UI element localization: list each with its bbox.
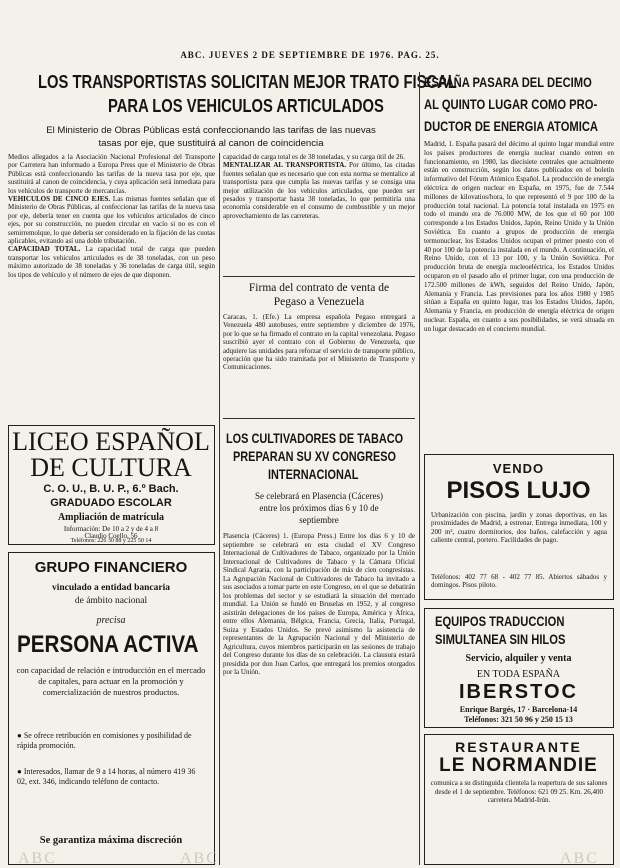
lead-paragraph-3: La capacidad total de carga que pueden transportar los vehículos articulados es de 38 toneladas, con un peso máximo autorizado de 38 toneladas y 36 toneladas de carga útil, según los tipos de vehículo y el número de ejes de que disponen.: [8, 245, 215, 279]
bullet-icon: ●: [17, 731, 22, 740]
abc-watermark: ABC: [560, 850, 599, 867]
section-rule: [223, 418, 415, 419]
grupo-line-1: vinculado a entidad bancaria: [52, 583, 170, 593]
liceo-line-2: GRADUADO ESCOLAR: [50, 497, 172, 509]
liceo-info: Información: De 10 a 2 y de 4 a 8: [63, 525, 159, 533]
espana-title-1: ESPAÑA PASARA DEL DECIMO: [424, 74, 592, 90]
lead-subtitle-1: El Ministerio de Obras Públicas está confeccionando las tarifas de las nuevas: [46, 125, 376, 136]
grupo-big: PERSONA ACTIVA: [17, 631, 199, 658]
lead-col2-paragraph-1: capacidad de carga total es de 38 toneladas, y su carga útil de 26.: [223, 153, 405, 161]
firma-title-2: Pegaso a Venezuela: [273, 296, 365, 308]
liceo-phones: Teléfonos: 226 30 88 y 225 50 14: [70, 538, 152, 544]
equipos-brand: IBERSTOC: [459, 681, 578, 703]
liceo-title-1: LICEO ESPAÑOL: [12, 427, 210, 456]
equipos-line-2: EN TODA ESPAÑA: [476, 669, 561, 680]
restaurante-body: comunica a su distinguida clientela la reapertura de sus salones desde el 1 de septiembre. Teléfonos: 621 09 25. Km. 26,400 carretera Madrid-Irún.: [430, 779, 608, 804]
lead-headline-2: PARA LOS VEHICULOS ARTICULADOS: [108, 96, 384, 116]
lead-subtitle-2: tasas por eje, que sustituirá al canon de coincidencia: [98, 138, 324, 149]
espana-body: Madrid, 1. España pasará del décimo al quinto lugar mundial entre los países productores de energía nuclear cuando entren en funcionamiento, en 1980, las diecisiete centrales que actualmente están en construcción, según los datos publicados en el boletín informativo del Fórum Atómico Español. La producción de energía eléctrica de origen nuclear en España, en 1975, fue de 7.544 millones de kilovatios/hora, lo que representó el 9 por 100 de la producción total nacional. La potencia total instalada en 1975 en todo el mundo era de 76.000 MW, de los que el 60 por 100 corresponde a los Estados Unidos, Japón, Reino Unido y la Unión Soviética. En cuanto a grupos de producción de energía termonuclear, los Estados Unidos ocupan el primer puesto con el 40 por 100 de la potencia instalada en el mundo. A continuación, el Reino Unido, con el 13 por 100, y la Unión Soviética. Por producción bruta de energía nucleoeléctrica, los Estados Unidos ocuparon en el pasado año el primer lugar, con una producción de 172.500 millones de kWh, seguidos del Reino Unido, Japón, Alemania y Francia. Las previsiones para los años 1980 y 1985 sitúan a España en quinto lugar, tras los Estados Unidos, Japón, Alemania y Francia, en producción de energía eléctrica de origen nuclear. España, en cuanto a sus posibilidades, se verá situada en un lugar destacado en el concierto mundial.: [424, 140, 614, 333]
firma-title-1: Firma del contrato de venta de: [248, 282, 390, 294]
restaurante-title-1: RESTAURANTE: [455, 739, 582, 755]
abc-watermark: ABC: [180, 850, 219, 867]
grupo-bullet-1-text: Se ofrece retribución en comisiones y posibilidad de rápida promoción.: [17, 731, 192, 750]
tabaco-subtitle-3: septiembre: [299, 515, 339, 525]
abc-watermark: ABC: [18, 850, 57, 867]
liceo-address: Claudio Coello, 56: [84, 532, 138, 540]
equipos-ad: [424, 608, 614, 728]
tabaco-body: Plasencia (Cáceres) 1. (Europa Press.) Entre los días 6 y 10 de septiembre se celebrará en esta ciudad el XV Congreso Internacional de Cultivadores de Tabaco, organizado por la Unión Internacional de Cultivadores de Tabaco y la Cámara Oficial Sindical Agraria, con la participación de más de cien congresistas. La Agrupación Nacional de Cultivadores de Tabaco ha invitado a sus asociados a tomar parte en este Congreso, en el que se debatirán los problemas del sector y se estudiará la situación del mercado mundial. La Unión se fundó en Bruselas en 1952, y al congreso asistirán delegaciones de los países de Europa, América y África, entre ellos Alemania, Bélgica, Francia, Grecia, Italia, Portugal, Suiza y Estados Unidos. Se prevé asimismo la asistencia de representantes de la Agrupación Nacional y del Ministerio de Agricultura, cuyos miembros participarán en las sesiones de trabajo del Congreso durante los días de su celebración. La clausura estará presidida por don Juan Carlos, que entregará los premios otorgados por la Unión.: [223, 532, 415, 676]
grupo-title: GRUPO FINANCIERO: [34, 559, 188, 576]
equipos-title-1: EQUIPOS TRADUCCION: [435, 613, 565, 629]
vendo-body: Urbanización con piscina, jardín y zonas deportivas, en las proximidades de Madrid, a estrenar. Entrega inmediata, 100 y 200 m², cuatro dormitorios, dos baños, calefacción y agua caliente central, portero. Facilidades de pago.: [431, 511, 607, 545]
vendo-title-2: PISOS LUJO: [446, 477, 591, 504]
lead-label-mentalizar: MENTALIZAR AL TRANSPORTISTA.: [223, 161, 347, 170]
vendo-phones: Teléfonos: 402 77 68 - 402 77 85. Abiertos sábados y domingos. Pisos piloto.: [431, 573, 607, 590]
tabaco-subtitle-2: entre los próximos días 6 y 10 de: [259, 503, 379, 513]
grupo-body: con capacidad de relación e introducción en el mercado de capitales, para actuar en la promoción y comercialización de nuestros productos.: [16, 665, 206, 697]
lead-paragraph-2: Las mismas fuentes señalan que el Ministerio de Obras Públicas, al confeccionar las tarifas de la nueva tasa por eje, debería tener en cuenta que los vehículos articulados de cinco ejes, por su construcción, no pueden circular en vacío si no es con el semirremolque, lo que debería ser considerado en la fijación de las cuotas aplicables, evitando así una doble tributación.: [8, 195, 215, 246]
restaurante-ad: [424, 734, 614, 865]
grupo-footer: Se garantiza máxima discreción: [39, 835, 183, 846]
page-header: ABC. JUEVES 2 DE SEPTIEMBRE DE 1976. PAG. 25.: [180, 50, 440, 60]
liceo-line-3: Ampliación de matrícula: [57, 512, 165, 523]
lead-label-capacidad: CAPACIDAD TOTAL.: [8, 245, 81, 254]
liceo-line-1: C. O. U., B. U. P., 6.º Bach.: [43, 483, 179, 495]
grupo-line-2: de ámbito nacional: [74, 596, 148, 606]
grupo-bullet-1: [17, 731, 207, 751]
espana-title-3: DUCTOR DE ENERGIA ATOMICA: [424, 118, 599, 134]
tabaco-subtitle-1: Se celebrará en Plasencia (Cáceres): [255, 491, 383, 501]
equipos-line-1: Servicio, alquiler y venta: [465, 653, 572, 664]
tabaco-title-1: LOS CULTIVADORES DE TABACO: [226, 430, 404, 446]
section-rule: [223, 276, 415, 277]
espana-title-2: AL QUINTO LUGAR COMO PRO-: [424, 96, 598, 112]
tabaco-title-3: INTERNACIONAL: [268, 466, 359, 482]
lead-col2-paragraph-2: Por último, las citadas fuentes señalan que es necesario que con esta norma se mentalice al transportista para que cumpla las nuevas tarifas y se consiga una mejor utilización de los vehículos articulados, que pueden ser pesados y transportar hasta 38 toneladas, lo que permitiría una economía considerable en el consumo de combustible y un mejor aprovechamiento de las carreteras.: [223, 161, 415, 220]
grupo-precisa: precisa: [96, 615, 126, 626]
grupo-bullet-2: [17, 767, 207, 787]
bullet-icon: ●: [17, 767, 22, 776]
tabaco-title-2: PREPARAN SU XV CONGRESO: [233, 448, 397, 464]
lead-column-2: [223, 153, 415, 271]
firma-body: Caracas, 1. (Efe.) La empresa española Pegaso entregará a Venezuela 480 autobuses, entre septiembre y diciembre de 1976, por lo que se ha firmado el contrato en la capital venezolana. Pegaso suscribió ayer el contrato con el Gobierno de Venezuela, que adquiere las unidades para reforzar el servicio de transporte público, operación que ha sido tramitada por el Ministerio de Transporte y Comunicaciones.: [223, 313, 415, 372]
column-rule: [219, 153, 220, 865]
lead-column-1: [8, 153, 215, 388]
lead-label-vehiculos: VEHICULOS DE CINCO EJES.: [8, 195, 111, 204]
grupo-ad: [8, 552, 215, 865]
grupo-bullet-2-text: Interesados, llamar de 9 a 14 horas, al número 419 36 02, ext. 346, indicando teléfono de contacto.: [17, 767, 196, 786]
lead-headline-1: LOS TRANSPORTISTAS SOLICITAN MEJOR TRATO FISCAL: [38, 72, 457, 92]
liceo-title-2: DE CULTURA: [30, 453, 192, 482]
equipos-phones: Teléfonos: 321 50 96 y 250 15 13: [464, 715, 573, 724]
vendo-ad: [424, 454, 614, 600]
equipos-title-2: SIMULTANEA SIN HILOS: [435, 631, 566, 647]
liceo-ad: [8, 425, 215, 545]
lead-paragraph-1: Medios allegados a la Asociación Nacional Profesional del Transporte por Carretera han informado a Europa Press que el Ministerio de Obras Públicas está confeccionando las tarifas de la nueva tasa por eje, que sustituirá al canon de coincidencia, y cuya aplicación será inmediata para los vehículos de transporte de mercancías.: [8, 153, 215, 195]
equipos-address: Enrique Bargés, 17 · Barcelona-14: [459, 705, 578, 714]
column-rule: [419, 72, 420, 865]
vendo-title-1: VENDO: [492, 461, 545, 476]
restaurante-title-2: LE NORMANDIE: [439, 755, 598, 776]
